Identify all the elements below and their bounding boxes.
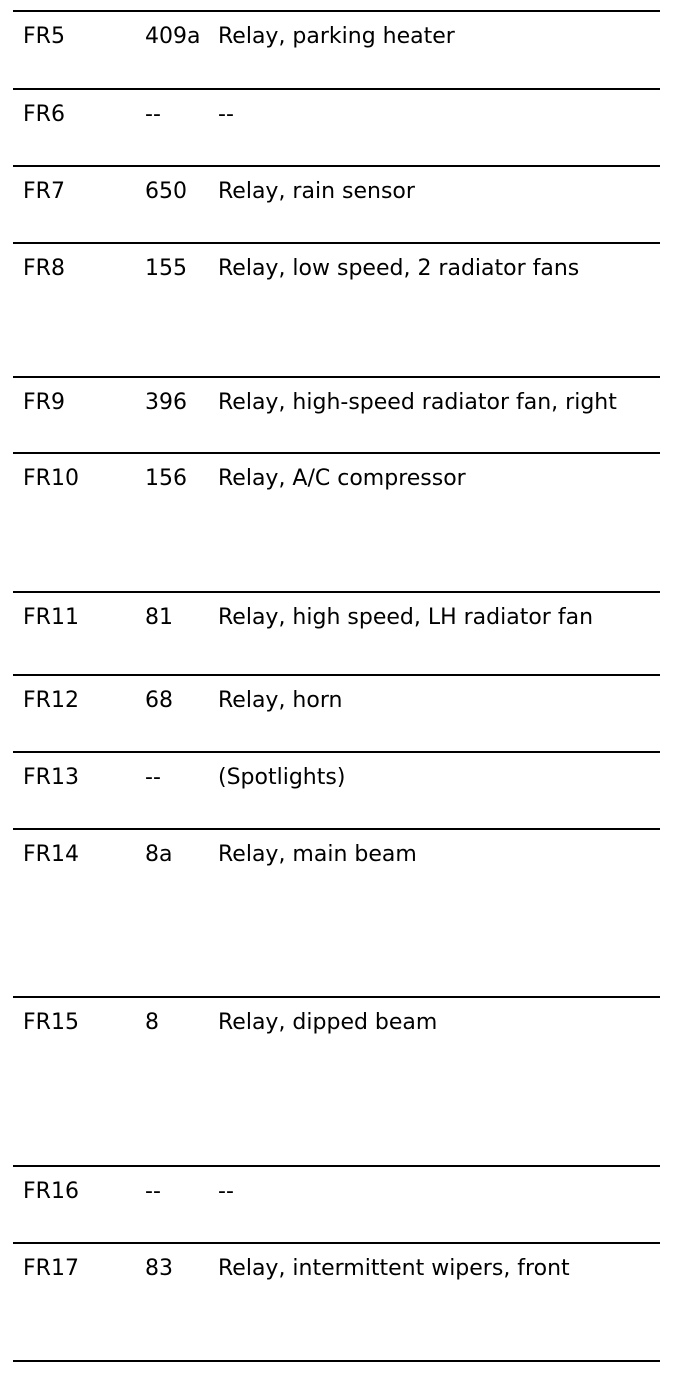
relay-description: (Spotlights) <box>218 765 346 790</box>
relay-description: Relay, main beam <box>218 842 417 867</box>
relay-description: Relay, intermittent wipers, front <box>218 1256 570 1281</box>
relay-number: 396 <box>145 390 187 415</box>
relay-description: Relay, horn <box>218 688 343 713</box>
relay-table <box>13 10 660 1362</box>
relay-description: -- <box>218 102 234 127</box>
table-row <box>13 167 660 244</box>
relay-description: Relay, dipped beam <box>218 1010 438 1035</box>
relay-number: 81 <box>145 605 173 630</box>
table-row <box>13 1167 660 1244</box>
relay-description: Relay, high-speed radiator fan, right <box>218 390 617 415</box>
table-row <box>13 90 660 167</box>
table-row <box>13 244 660 378</box>
table-row <box>13 1244 660 1362</box>
relay-number: 83 <box>145 1256 173 1281</box>
relay-code: FR5 <box>23 24 65 49</box>
table-row <box>13 998 660 1167</box>
relay-number: -- <box>145 1179 161 1204</box>
table-row <box>13 593 660 676</box>
relay-code: FR6 <box>23 102 65 127</box>
relay-code: FR12 <box>23 688 79 713</box>
relay-code: FR7 <box>23 179 65 204</box>
relay-number: 8 <box>145 1010 159 1035</box>
relay-description: Relay, high speed, LH radiator fan <box>218 605 594 630</box>
relay-number: -- <box>145 765 161 790</box>
relay-description: Relay, rain sensor <box>218 179 415 204</box>
relay-description: Relay, A/C compressor <box>218 466 466 491</box>
relay-number: 155 <box>145 256 187 281</box>
relay-code: FR14 <box>23 842 79 867</box>
table-row <box>13 830 660 998</box>
relay-number: 409a <box>145 24 201 49</box>
relay-code: FR17 <box>23 1256 79 1281</box>
relay-code: FR8 <box>23 256 65 281</box>
relay-number: 650 <box>145 179 187 204</box>
relay-description: -- <box>218 1179 234 1204</box>
relay-code: FR9 <box>23 390 65 415</box>
relay-code: FR15 <box>23 1010 79 1035</box>
relay-code: FR16 <box>23 1179 79 1204</box>
table-row <box>13 753 660 830</box>
relay-code: FR13 <box>23 765 79 790</box>
relay-description: Relay, parking heater <box>218 24 455 49</box>
table-row <box>13 454 660 593</box>
relay-number: -- <box>145 102 161 127</box>
table-row <box>13 12 660 90</box>
table-row <box>13 676 660 753</box>
relay-number: 68 <box>145 688 173 713</box>
relay-number: 156 <box>145 466 187 491</box>
relay-description: Relay, low speed, 2 radiator fans <box>218 256 580 281</box>
relay-code: FR11 <box>23 605 79 630</box>
relay-number: 8a <box>145 842 173 867</box>
table-row <box>13 378 660 454</box>
relay-code: FR10 <box>23 466 79 491</box>
